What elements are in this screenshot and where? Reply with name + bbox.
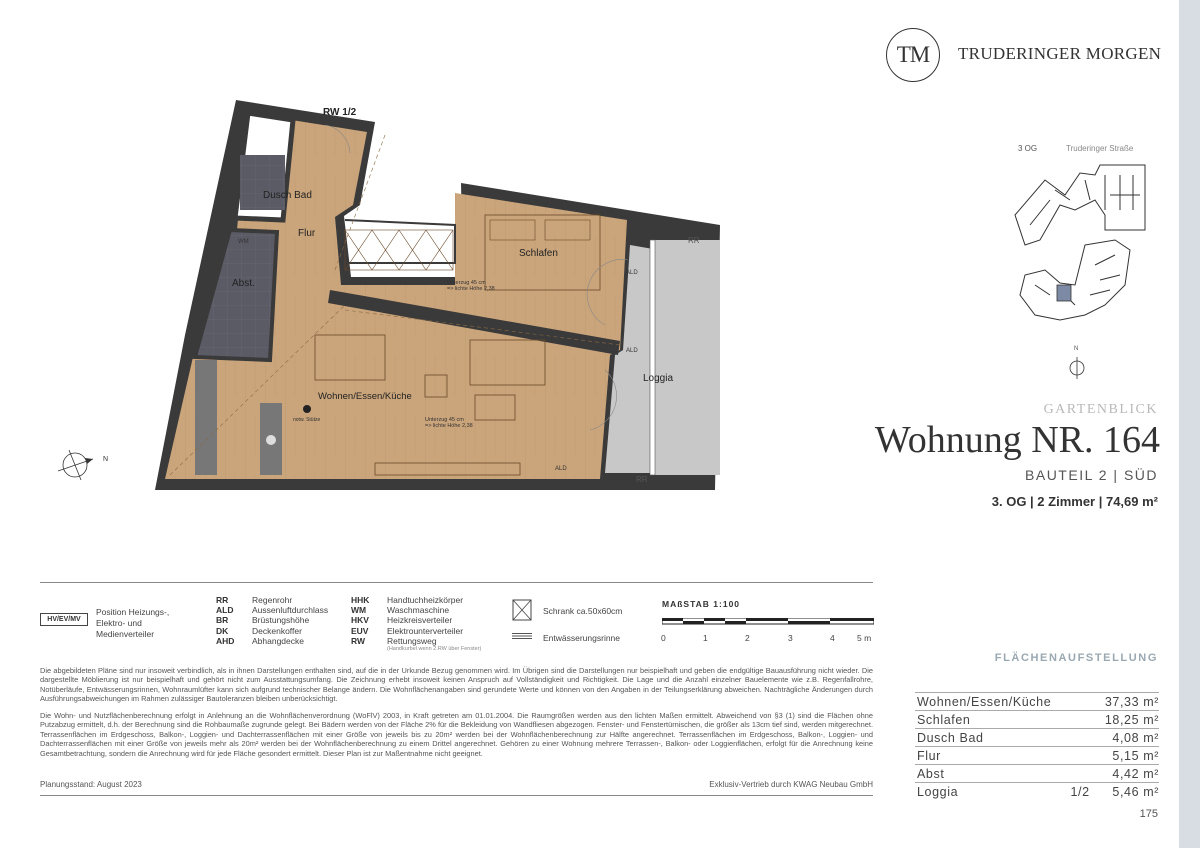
- label-unterzug-2: Unterzug 45 cm => lichte Höhe 2,38: [425, 417, 473, 429]
- scale-ticks: [658, 633, 876, 645]
- page-number: 175: [1139, 808, 1158, 820]
- brand-logo: [886, 28, 940, 82]
- loggia-slab: [655, 240, 720, 475]
- label-rw: RW 1/2: [323, 107, 357, 118]
- label-rr-bottom: RR: [636, 475, 648, 484]
- footer-rule: [40, 795, 873, 796]
- legend-row: EUV Elektrounterverteiler: [351, 625, 464, 636]
- vertrieb: Exklusiv-Vertrieb durch KWAG Neubau GmbH: [709, 780, 873, 789]
- table-row: Schlafen 18,25 m²: [917, 712, 1159, 727]
- legend-row: RR Regenrohr: [216, 595, 293, 605]
- key-plan-north-label: N: [1074, 346, 1079, 352]
- room-flur: Flur: [298, 228, 316, 239]
- kitchen-counter: [195, 360, 217, 475]
- legend-row: RW Rettungsweg: [351, 635, 437, 646]
- legend-row: BR Brüstungshöhe: [216, 615, 310, 626]
- legend-row: DK Deckenkoffer: [216, 625, 302, 636]
- legend-row: HKV Heizkreisverteiler: [351, 615, 453, 626]
- rinne-icon: [512, 632, 532, 640]
- disclaimer-p1: Die abgebildeten Pläne sind nur insoweit verbindlich, als in ihnen Darstellungen enthalten sind, auf die in der Urkunde Bezug genommen wird. Im Übrigen sind die Darstellungen nur beispielhaft und geben die endgültige Bauausführung nicht wieder. Die dargestellte Möblierung ist nur beispielhaft und gehört nicht zum Ausstattungsumfang. Die Zeichnung erhebt insoweit keinen Anspruch auf Vollständigkeit und Richtigkeit. Die Lage und die Anzahl einzelner Bauelemente wie z.B. Regenfallrohre, Notüberläufe, Entwässerungsrinnen, Wohnraumlüfter kann sich aufgrund technischer Belange ändern. Die Wohnflächenangaben sind gerundete Werte und können von den Angaben in der Teilungserklärung abweichen. Nachträgliche Änderungen durch Ausführungsabweichungen im Rahmen zulässiger Bautoleranzen bleiben unberücksichtigt.: [40, 666, 873, 704]
- legend-abbreviations-b: [351, 595, 481, 654]
- legend-schrank: Schrank ca.50x60cm: [543, 606, 623, 616]
- table-row: Abst 4,42 m²: [917, 766, 1159, 781]
- scale-tick: 4: [830, 633, 835, 643]
- key-plan: [1005, 155, 1165, 385]
- unit-summary: 3. OG | 2 Zimmer | 74,69 m²: [991, 494, 1158, 509]
- scale-tick: 5 m: [857, 633, 872, 643]
- scale-bar: [662, 618, 874, 626]
- legend-row: HHK Handtuchheizkörper: [351, 595, 464, 605]
- planning-date: Planungsstand: August 2023: [40, 780, 142, 789]
- legend-abbreviations-a: [216, 595, 328, 646]
- room-loggia: Loggia: [643, 373, 674, 384]
- legend-hv-box: HV/EV/MV: [40, 613, 88, 626]
- room-abst: Abst.: [232, 278, 255, 289]
- label-ald-loggia: ALD: [626, 348, 638, 354]
- table-row: Dusch Bad 4,08 m²: [917, 730, 1159, 745]
- logo-initials: TM: [896, 42, 930, 67]
- room-schlafen: Schlafen: [519, 248, 558, 259]
- key-plan-street: Truderinger Straße: [1066, 144, 1134, 153]
- legend-row: WM Waschmaschine: [351, 605, 450, 616]
- table-row: Flur 5,15 m²: [917, 748, 1159, 763]
- scale-tick: 1: [703, 633, 708, 643]
- unit-subtitle: GARTENBLICK: [1043, 402, 1158, 417]
- area-table: [915, 692, 1159, 800]
- label-wm: WM: [238, 239, 249, 245]
- page-edge-strip: [1179, 0, 1200, 848]
- legend-rule-top: [40, 582, 873, 583]
- label-ald-wohnen: ALD: [555, 466, 567, 472]
- north-arrow-icon: [55, 445, 105, 485]
- bath-floor: [240, 155, 285, 210]
- table-row: Wohnen/Essen/Küche 37,33 m²: [917, 694, 1159, 709]
- key-plan-north-arrow: [1070, 357, 1084, 379]
- brand-name: TRUDERINGER MORGEN: [958, 44, 1162, 63]
- scale-tick: 3: [788, 633, 793, 643]
- label-ald-schlafen: ALD: [626, 270, 638, 276]
- legend-hv-text: Position Heizungs-, Elektro- und Medienverteiler: [96, 607, 170, 639]
- scale-tick: 2: [745, 633, 750, 643]
- legend-row: ALD Aussenluftdurchlass: [216, 605, 329, 616]
- key-plan-floor: 3 OG: [1018, 144, 1038, 153]
- scale-tick: 0: [661, 633, 666, 643]
- column: [303, 405, 311, 413]
- legend-rw-note: (Handkurbel wenn 2.RW über Fenster): [387, 646, 482, 653]
- table-row: Loggia 1/2 5,46 m²: [917, 784, 1159, 799]
- scale-label: MAßSTAB 1:100: [662, 599, 741, 609]
- schrank-icon: [512, 599, 532, 621]
- unit-bauteil: BAUTEIL 2 | SÜD: [1025, 467, 1158, 483]
- legend-row: AHD Abhangdecke: [216, 635, 304, 646]
- label-column-note: notw. Stütze: [293, 417, 321, 423]
- north-label: N: [103, 456, 109, 463]
- legend-rinne: Entwässerungsrinne: [543, 633, 621, 643]
- label-rr-top: RR: [688, 236, 700, 245]
- disclaimer-p2: Die Wohn- und Nutzflächenberechnung erfolgt in Anlehnung an die Wohnflächenverordnung (WoFlV) 2003, in Kraft getreten am 01.01.2004. Die Raumgrößen werden aus den lichten Maßen ermittelt. Abweichend von §3 (1) sind die Flächen ohne Putzabzug ermittelt, d.h. der Berechnung sind die Rohbaumaße zugrunde gelegt. Bei Bädern werden von der Fläche 2% für die Bekleidung von Wandfliesen abgezogen. Fenster- und Fenstertürnischen, die größer als 13cm tief sind, werden mitgerechnet. Terrassenflächen im Erdgeschoss, Balkon-, Loggien- und Dachterrassenflächen mit einer Größe von jeweils bis zu 20m² werden bei der Wohnflächenberechnung zur Hälfte angerechnet. Terrassenflächen im Erdgeschoss, Balkon-, Loggien- und Dachterrassenflächen mit einer Größe von jeweils mehr als 20m² werden bei der Wohnflächenberechnung zu einem Drittel angerechnet. Gehören zu einer Wohnung mehrere Terrassen-, Balkon- oder Loggienflächen, erfolgt für die Anrechnung keine Gesamtbetrachtung, sondern die Anrechnung wird für jede Fläche gesondert ermittelt. Dieser Plan ist zur Maßentnahme nicht geeignet.: [40, 711, 873, 758]
- floor-plan: [45, 95, 735, 495]
- room-wohnen: Wohnen/Essen/Küche: [318, 391, 412, 402]
- unit-title: Wohnung NR. 164: [874, 419, 1160, 461]
- label-unterzug-1: Unterzug 45 cm => lichte Höhe 2,38: [447, 280, 495, 292]
- area-heading: FLÄCHENAUFSTELLUNG: [994, 652, 1158, 664]
- room-dusch-bad: Dusch Bad: [263, 190, 312, 201]
